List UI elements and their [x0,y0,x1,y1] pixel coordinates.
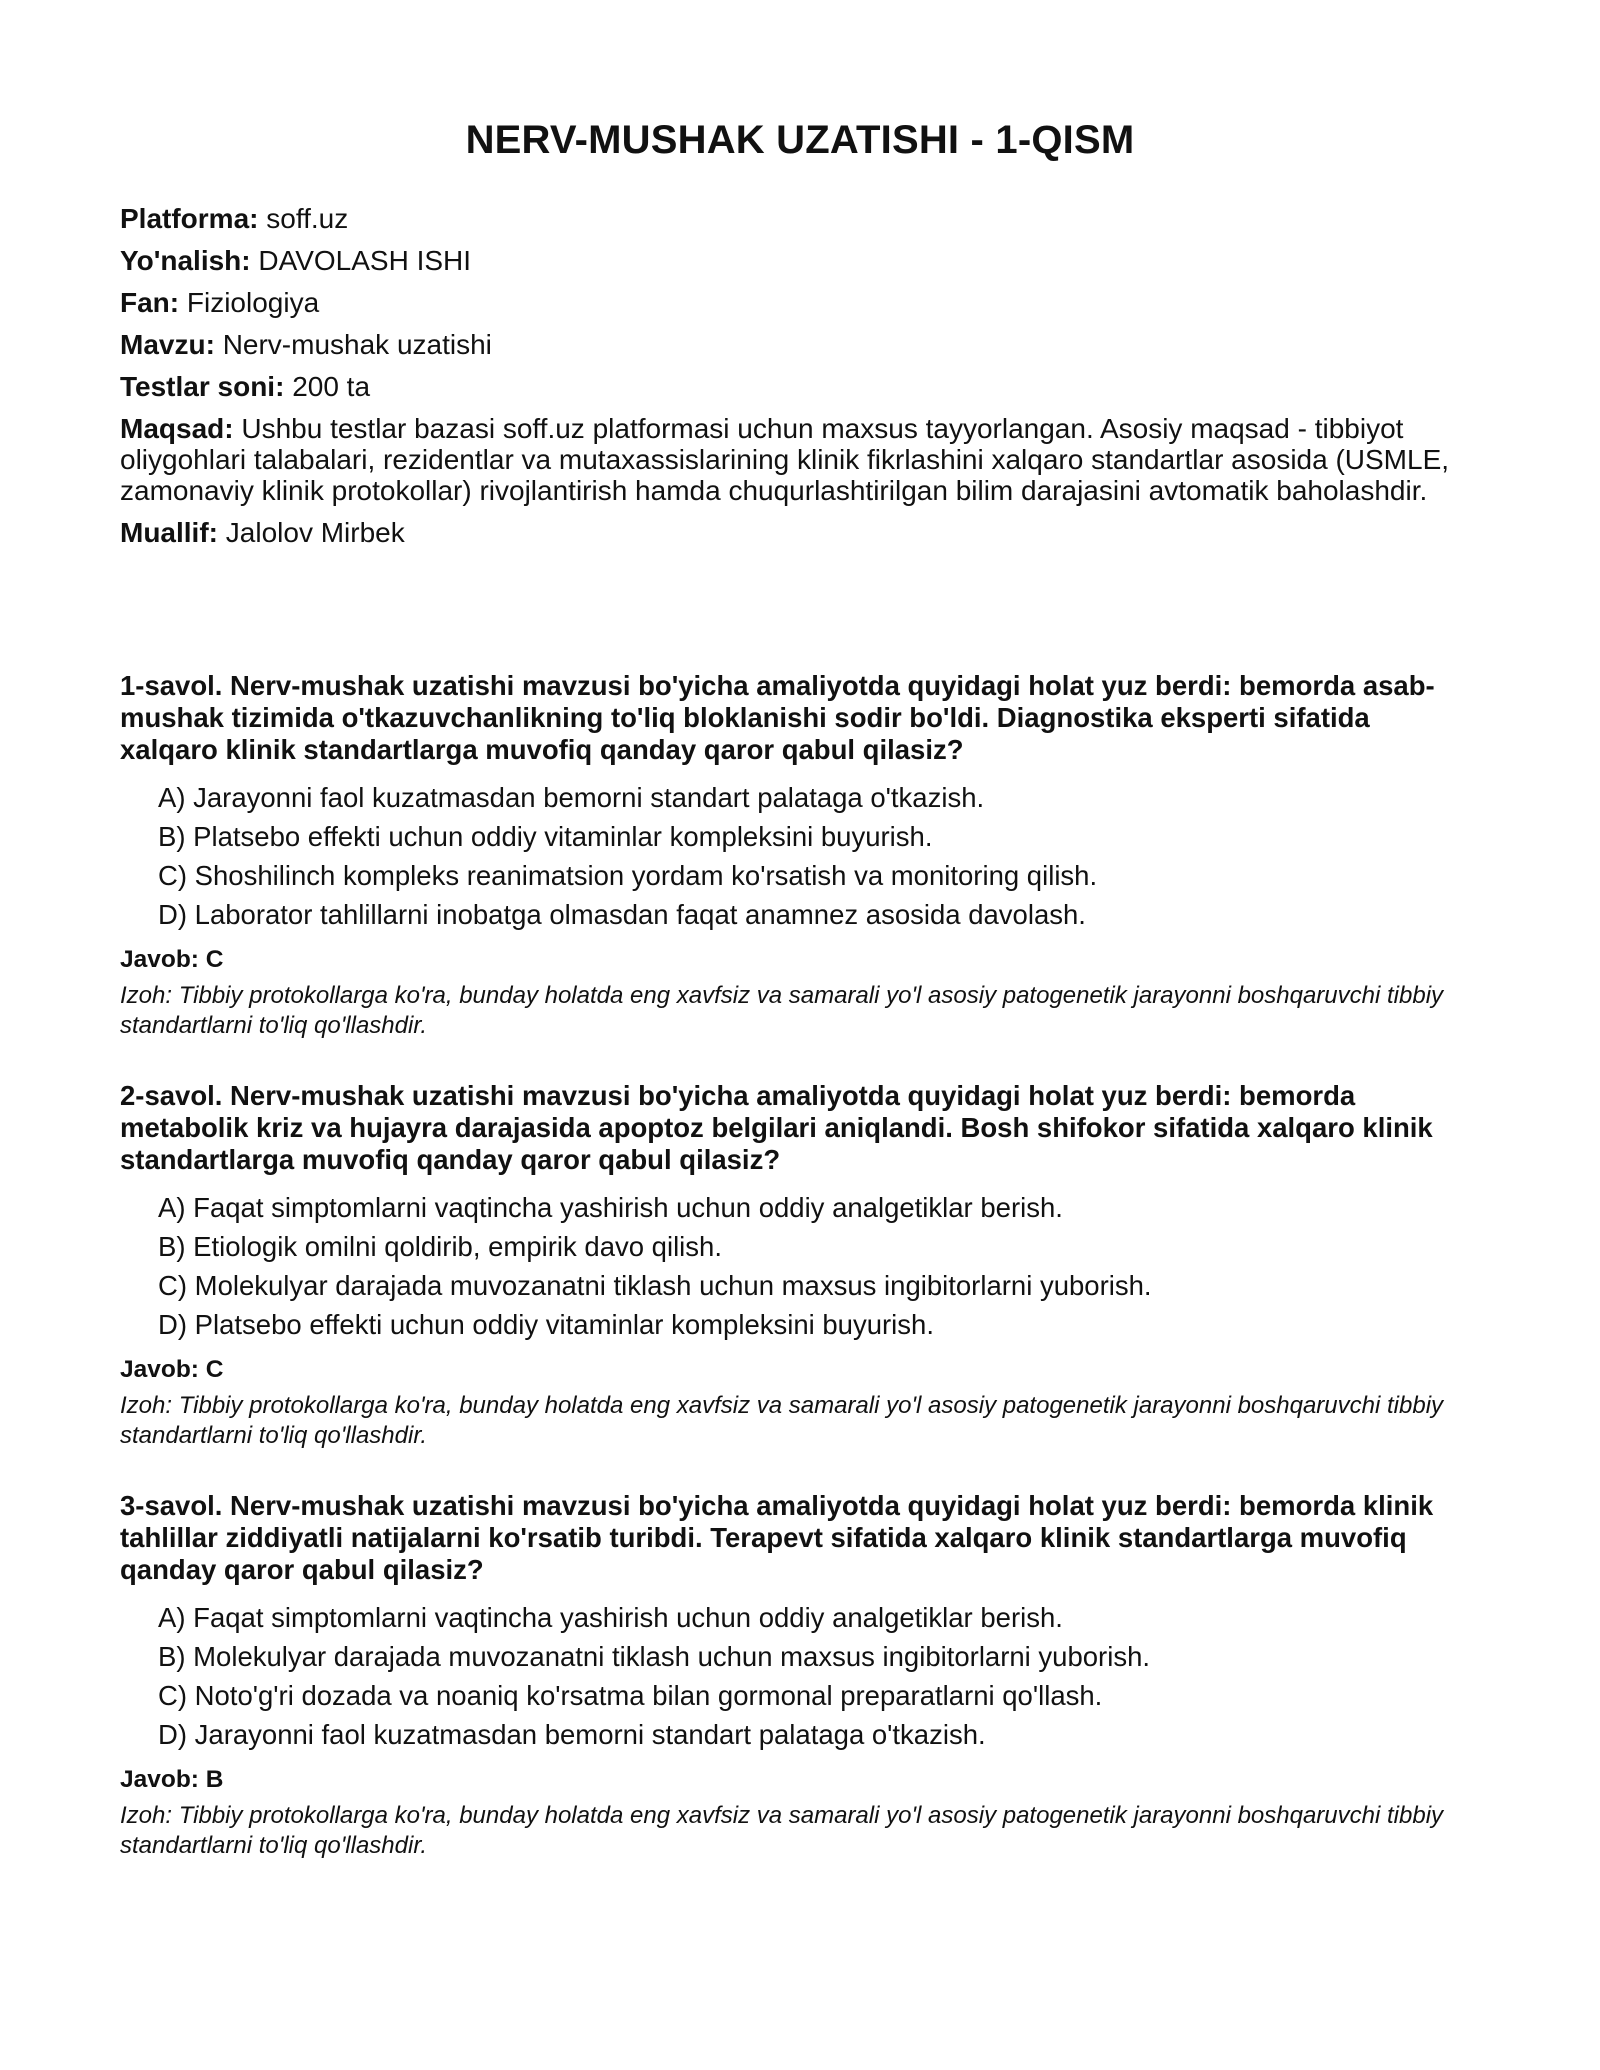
question-2 [120,1080,1460,1451]
meta-value: Ushbu testlar bazasi soff.uz platformasi uchun maxsus tayyorlangan. Asosiy maqsad - tibbiyot oliygohlari talabalari, rezidentlar va mutaxassislarining klinik fikrlashini xalqaro standartlar asosida (USMLE, zamonaviy klinik protokollar) rivojlantirish hamda chuqurlashtirilgan bilim darajasini avtomatik baholashdir. [120,413,1450,506]
meta-value: 200 ta [292,371,371,402]
option-d: D) Laborator tahlillarni inobatga olmasdan faqat anamnez asosida davolash. [158,899,1086,930]
meta-value: DAVOLASH ISHI [258,245,472,276]
meta-value: soff.uz [266,203,349,234]
meta-label: Muallif: [120,517,218,548]
meta-topic [120,329,1460,360]
meta-label: Yo'nalish: [120,245,251,276]
meta-subject [120,287,1460,318]
explanation-note: Izoh: Tibbiy protokollarga ko'ra, bunday holatda eng xavfsiz va samarali yo'l asosiy patogenetik jarayonni boshqaruvchi tibbiy standartlarni to'liq qo'llashdir. [120,1392,1444,1449]
option-d: D) Jarayonni faol kuzatmasdan bemorni standart palataga o'tkazish. [158,1719,986,1750]
question-1 [120,670,1460,1041]
option-c: C) Molekulyar darajada muvozanatni tiklash uchun maxsus ingibitorlarni yuborish. [158,1270,1152,1301]
explanation-note: Izoh: Tibbiy protokollarga ko'ra, bunday holatda eng xavfsiz va samarali yo'l asosiy patogenetik jarayonni boshqaruvchi tibbiy standartlarni to'liq qo'llashdir. [120,1802,1444,1859]
option-c: C) Noto'g'ri dozada va noaniq ko'rsatma bilan gormonal preparatlarni qo'llash. [158,1680,1103,1711]
meta-test-count [120,371,1460,402]
option-a: A) Faqat simptomlarni vaqtincha yashirish uchun oddiy analgetiklar berish. [158,1602,1063,1633]
question-3 [120,1490,1460,1861]
option-b: B) Platsebo effekti uchun oddiy vitaminlar kompleksini buyurish. [158,821,933,852]
option-b: B) Molekulyar darajada muvozanatni tiklash uchun maxsus ingibitorlarni yuborish. [158,1641,1151,1672]
answer-options [120,778,1460,934]
answer-key: Javob: C [120,1356,224,1383]
question-text: 1-savol. Nerv-mushak uzatishi mavzusi bo'yicha amaliyotda quyidagi holat yuz berdi: bemorda asab-mushak tizimida o'tkazuvchanlikning to'liq bloklanishi sodir bo'ldi. Diagnostika eksperti sifatida xalqaro klinik standartlarga muvofiq qanday qaror qabul qilasiz? [120,670,1435,765]
meta-purpose [120,413,1460,506]
option-a: A) Faqat simptomlarni vaqtincha yashirish uchun oddiy analgetiklar berish. [158,1192,1063,1223]
question-text: 3-savol. Nerv-mushak uzatishi mavzusi bo'yicha amaliyotda quyidagi holat yuz berdi: bemorda klinik tahlillar ziddiyatli natijalarni ko'rsatib turibdi. Terapevt sifatida xalqaro klinik standartlarga muvofiq qanday qaror qabul qilasiz? [120,1490,1434,1585]
option-a: A) Jarayonni faol kuzatmasdan bemorni standart palataga o'tkazish. [158,782,985,813]
meta-label: Fan: [120,287,180,318]
meta-direction [120,245,1460,276]
answer-key: Javob: B [120,1766,224,1793]
meta-value: Fiziologiya [186,287,320,318]
document-metadata [120,203,1460,559]
document-title: NERV-MUSHAK UZATISHI - 1-QISM [465,118,1135,162]
meta-value: Jalolov Mirbek [225,517,405,548]
option-b: B) Etiologik omilni qoldirib, empirik davo qilish. [158,1231,722,1262]
option-d: D) Platsebo effekti uchun oddiy vitaminlar kompleksini buyurish. [158,1309,934,1340]
answer-options [120,1598,1460,1754]
meta-label: Mavzu: [120,329,215,360]
meta-platform [120,203,1460,234]
meta-label: Platforma: [120,203,259,234]
meta-value: Nerv-mushak uzatishi [222,329,492,360]
meta-label: Maqsad: [120,413,234,444]
explanation-note: Izoh: Tibbiy protokollarga ko'ra, bunday holatda eng xavfsiz va samarali yo'l asosiy patogenetik jarayonni boshqaruvchi tibbiy standartlarni to'liq qo'llashdir. [120,982,1444,1039]
meta-label: Testlar soni: [120,371,285,402]
question-text: 2-savol. Nerv-mushak uzatishi mavzusi bo'yicha amaliyotda quyidagi holat yuz berdi: bemorda metabolik kriz va hujayra darajasida apoptoz belgilari aniqlandi. Bosh shifokor sifatida xalqaro klinik standartlarga muvofiq qanday qaror qabul qilasiz? [120,1080,1433,1175]
option-c: C) Shoshilinch kompleks reanimatsion yordam ko'rsatish va monitoring qilish. [158,860,1098,891]
answer-key: Javob: C [120,946,224,973]
answer-options [120,1188,1460,1344]
meta-author [120,517,1460,548]
